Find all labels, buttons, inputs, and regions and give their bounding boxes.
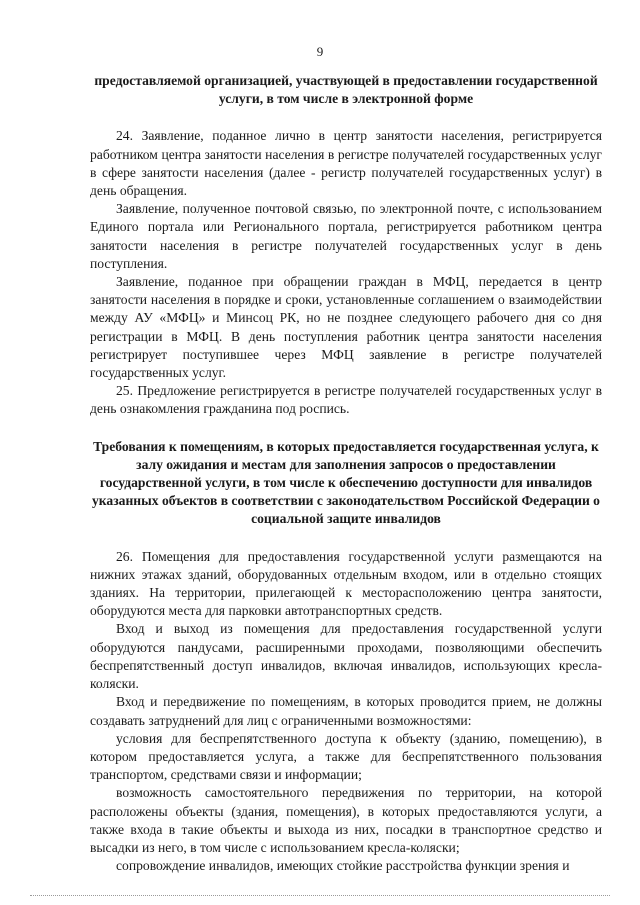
paragraph-mail-registration: Заявление, полученное почтовой связью, по электронной почте, с использованием Единого портала или Регионального портала, регистрируется работником центра занятости населения в регистре получателей государственных услуг в день поступления.: [90, 201, 602, 271]
paragraph-mfc-registration: Заявление, поданное при обращении граждан в МФЦ, передается в центр занятости населения в порядке и сроки, установленные соглашением о взаимодействии между АУ «МФЦ» и Минсоц РК, но не позднее следующего рабочего дня со дня регистрации в МФЦ. В день поступления работник центра занятости населения регистрирует поступившее через МФЦ заявление в регистре получателей государственных услуг.: [90, 274, 602, 381]
paragraph-self-movement: возможность самостоятельного передвижения по территории, на которой расположены объекты (здания, помещения), в которых предоставляются услуги, а также входа в такие объекты и выхода из них, посадки в транспортное средство и высадки из него, в том числе с использованием кресла-коляски;: [90, 785, 602, 855]
paragraph-escort: сопровождение инвалидов, имеющих стойкие расстройства функции зрения и: [116, 858, 570, 874]
paragraph-access-conditions: условия для беспрепятственного доступа к объекту (зданию, помещению), в котором предоставляется услуга, а также для беспрепятственного пользования транспортом, средствами связи и информации;: [90, 730, 602, 783]
document-body: [90, 72, 602, 875]
page-number: 9: [316, 44, 324, 59]
paragraph-26: 26. Помещения для предоставления государственной услуги размещаются на нижних этажах зданий, оборудованных отдельным входом, или в отдельно стоящих зданиях. На территории, прилегающей к месторасположению центра занятости, оборудуются места для парковки автотранспортных средств.: [90, 548, 602, 619]
section-heading-top: предоставляемой организацией, участвующей в предоставлении государственной услуги, в том числе в электронной форме: [94, 73, 598, 107]
paragraph-25: 25. Предложение регистрируется в регистре получателей государственных услуг в день ознакомления гражданина под роспись.: [90, 383, 602, 417]
paragraph-movement: Вход и передвижение по помещениям, в которых проводится прием, не должны создавать затруднений для лиц с ограниченными возможностями:: [90, 694, 602, 728]
section-heading-premises: Требования к помещениям, в которых предоставляется государственная услуга, к залу ожидания и местам для заполнения запросов о предоставлении государственной услуги, в том числе к обеспечению доступности для инвалидов указанных объектов в соответствии с законодательством Российской Федерации о социальной защите инвалидов: [92, 438, 600, 527]
paragraph-24: 24. Заявление, поданное лично в центр занятости населения, регистрируется работником центра занятости населения в регистре получателей государственных услуг в сфере занятости населения (далее - регистр получателей государственных услуг) в день обращения.: [90, 128, 602, 199]
page-bottom-divider: [30, 895, 610, 896]
paragraph-entrance: Вход и выход из помещения для предоставления государственной услуги оборудуются пандусами, расширенными проходами, позволяющими обеспечить беспрепятственный доступ инвалидов, включая инвалидов, использующих кресла-коляски.: [90, 621, 602, 692]
